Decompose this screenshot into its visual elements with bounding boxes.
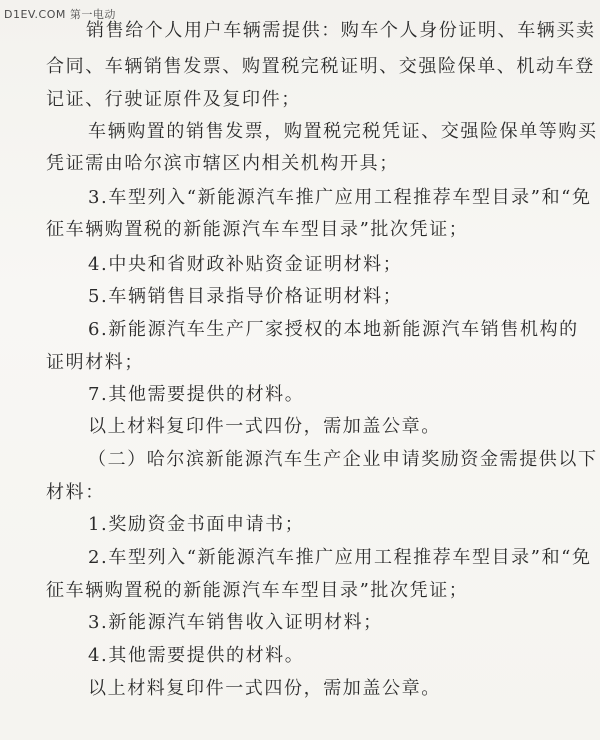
text-line: （二）哈尔滨新能源汽车生产企业申请奖励资金需提供以下 (88, 449, 598, 470)
text-line: 2.车型列入“新能源汽车推广应用工程推荐车型目录”和“免 (88, 547, 592, 568)
text-line: 4.其他需要提供的材料。 (88, 645, 305, 666)
text-line: 车辆购置的销售发票，购置税完税凭证、交强险保单等购买 (88, 121, 598, 142)
text-line: 凭证需由哈尔滨市辖区内相关机构开具； (46, 153, 399, 174)
text-line: 3.新能源汽车销售收入证明材料； (88, 612, 383, 633)
text-line: 1.奖励资金书面申请书； (88, 514, 305, 535)
text-line: 6.新能源汽车生产厂家授权的本地新能源汽车销售机构的 (88, 319, 579, 340)
text-line: 以上材料复印件一式四份，需加盖公章。 (88, 416, 441, 437)
text-line: 材料： (46, 482, 105, 503)
text-line: 征车辆购置税的新能源汽车车型目录”批次凭证； (46, 219, 469, 240)
text-line: 7.其他需要提供的材料。 (88, 384, 305, 405)
text-line: 销售给个人用户车辆需提供：购车个人身份证明、车辆买卖 (86, 20, 596, 41)
text-line: 征车辆购置税的新能源汽车车型目录”批次凭证； (46, 580, 469, 601)
text-line: 4.中央和省财政补贴资金证明材料； (88, 254, 403, 275)
text-line: 以上材料复印件一式四份，需加盖公章。 (88, 678, 441, 699)
text-line: 3.车型列入“新能源汽车推广应用工程推荐车型目录”和“免 (88, 187, 592, 208)
text-line: 记证、行驶证原件及复印件； (46, 89, 301, 110)
text-line: 合同、车辆销售发票、购置税完税证明、交强险保单、机动车登 (46, 56, 595, 77)
text-line: 5.车辆销售目录指导价格证明材料； (88, 286, 403, 307)
text-line: 证明材料； (46, 352, 144, 373)
site-watermark: D1EV.COM 第一电动 (4, 8, 116, 21)
